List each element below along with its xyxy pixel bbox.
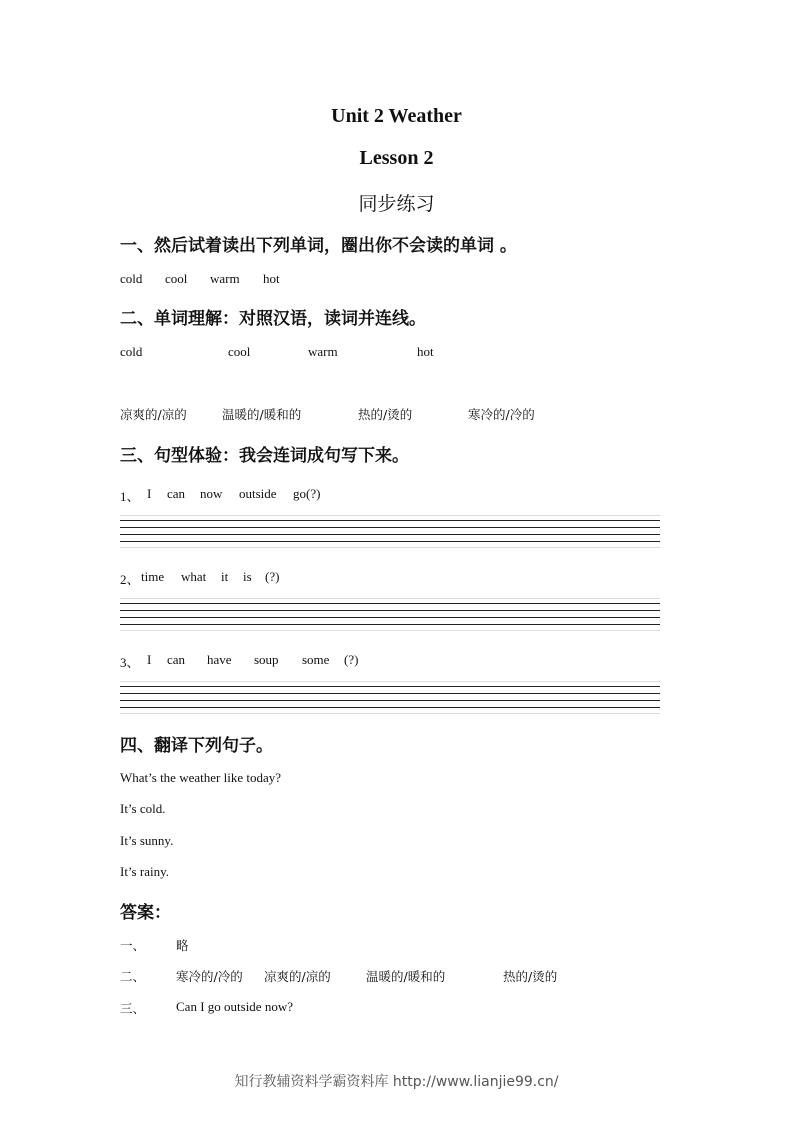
s2-word: cold <box>120 344 143 359</box>
section2-heading: 二、单词理解：对照汉语，读词并连线。 <box>120 309 426 329</box>
section3-heading: 三、句型体验：我会连词成句写下来。 <box>120 446 409 466</box>
s3-word: some <box>302 652 330 667</box>
answer-item: 热的/烫的 <box>503 969 558 984</box>
s3-word: time <box>141 569 165 584</box>
writing-lines <box>120 515 660 549</box>
s2-word: cool <box>228 344 251 359</box>
practice-subtitle: 同步练习 <box>358 193 435 215</box>
answer-text: 略 <box>176 938 189 953</box>
s3-word: soup <box>254 652 279 667</box>
writing-lines <box>120 598 660 632</box>
doc-title: Unit 2 Weather <box>331 105 462 127</box>
writing-lines <box>120 681 660 715</box>
s3-word: now <box>200 486 223 501</box>
answers-heading: 答案： <box>120 903 171 923</box>
s2-word: hot <box>417 344 434 359</box>
s3-word: can <box>167 652 186 667</box>
s3-word: can <box>167 486 186 501</box>
answer-item: 凉爽的/凉的 <box>264 969 331 984</box>
s2-meaning: 热的/烫的 <box>358 407 413 422</box>
lesson-title: Lesson 2 <box>359 147 434 169</box>
s1-word: hot <box>263 271 280 286</box>
s3-word: outside <box>239 486 277 501</box>
s3-word: have <box>207 652 232 667</box>
footer-watermark: 知行教辅资料学霸资料库 http://www.lianjie99.cn/ <box>234 1074 559 1090</box>
s3-item-num: 1、 <box>120 489 140 504</box>
s3-word: go(?) <box>293 486 321 501</box>
s2-meaning: 温暖的/暖和的 <box>222 407 302 422</box>
answer-text: Can I go outside now? <box>176 999 293 1014</box>
s2-meaning: 凉爽的/凉的 <box>120 407 187 422</box>
answer-item: 温暖的/暖和的 <box>366 969 446 984</box>
answer-num: 二、 <box>120 969 146 984</box>
s1-word: cool <box>165 271 188 286</box>
s4-sentence: What’s the weather like today? <box>120 770 281 785</box>
answer-num: 三、 <box>120 1001 146 1016</box>
s3-item-num: 3、 <box>120 655 140 670</box>
s1-word: cold <box>120 271 143 286</box>
s3-word: (?) <box>265 569 280 584</box>
s3-word: is <box>243 569 252 584</box>
s3-word: I <box>147 486 152 501</box>
answer-item: 寒冷的/冷的 <box>176 969 243 984</box>
answer-num: 一、 <box>120 938 146 953</box>
s3-word: I <box>147 652 152 667</box>
s3-word: it <box>221 569 229 584</box>
s3-word: (?) <box>344 652 359 667</box>
section4-heading: 四、翻译下列句子。 <box>120 736 273 756</box>
s3-item-num: 2、 <box>120 572 140 587</box>
s2-meaning: 寒冷的/冷的 <box>468 407 535 422</box>
s4-sentence: It’s cold. <box>120 801 166 816</box>
s1-word: warm <box>210 271 240 286</box>
s3-word: what <box>181 569 207 584</box>
s2-word: warm <box>308 344 338 359</box>
section1-heading: 一、然后试着读出下列单词，圈出你不会读的单词 。 <box>120 236 517 256</box>
s4-sentence: It’s rainy. <box>120 864 169 879</box>
s4-sentence: It’s sunny. <box>120 833 174 848</box>
